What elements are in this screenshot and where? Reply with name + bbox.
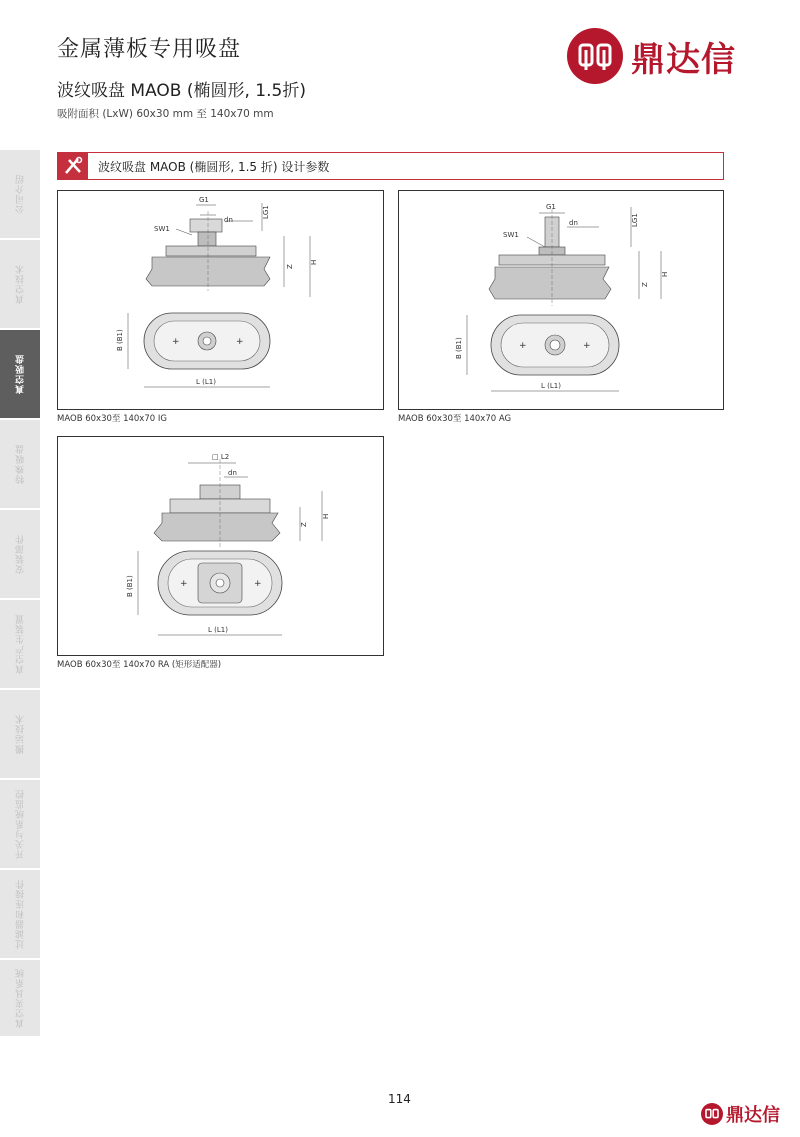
dim-label-h: H [661,271,669,277]
dim-label-lg1: LG1 [631,213,639,227]
dim-label-b: B (B1) [455,337,463,359]
diagram-ag [398,190,724,410]
diagram-caption-ig: MAOB 60x30至 140x70 IG [57,414,167,424]
dim-label-lg1: LG1 [262,205,270,219]
sidebar-item-clamping[interactable] [0,960,40,1038]
sidebar-item-label: 公司介绍 [15,174,26,214]
svg-text:+: + [519,341,527,351]
dim-label-l: L (L1) [541,382,561,390]
sidebar-item-label: 过滤器和连接件 [15,879,26,949]
diagram-ig [57,190,384,410]
dim-label-l: L (L1) [196,378,216,386]
sidebar-item-company[interactable] [0,150,40,240]
dim-label-dn: dn [224,216,233,224]
sidebar-item-handling[interactable] [0,690,40,780]
dim-label-sw1: SW1 [154,225,170,233]
page-number: 114 [388,1092,411,1106]
dim-label-b: B (B1) [116,329,124,351]
sidebar-item-vacuum-generation[interactable] [0,600,40,690]
svg-text:+: + [236,337,244,347]
dim-label-g1: G1 [199,196,209,204]
sidebar-item-label: 真空技术 [15,264,26,304]
dim-label-l2: □ L2 [212,453,230,461]
diagram-ra [57,436,384,656]
dim-label-h: H [322,513,330,519]
tools-icon [58,153,88,179]
logo-mark-icon [701,1103,723,1125]
footer-logo-text: 鼎达信 [726,1105,780,1126]
page-title: 金属薄板专用吸盘 [57,37,242,62]
dim-label-dn: dn [228,469,237,477]
sidebar-item-label: 搬运技术 [15,714,26,754]
diagram-caption-ag: MAOB 60x30至 140x70 AG [398,414,512,424]
dim-label-h: H [310,259,318,265]
sidebar-item-label: 特殊吸盘 [15,444,26,484]
dim-label-l: L (L1) [208,626,228,634]
dim-label-b: B (B1) [126,575,134,597]
section-header [57,152,724,180]
sidebar-item-switches[interactable] [0,780,40,870]
dim-label-z: Z [300,522,308,527]
dim-label-g1: G1 [546,203,556,211]
dim-label-sw1: SW1 [503,231,519,239]
svg-text:+: + [583,341,591,351]
sidebar-item-filters[interactable] [0,870,40,960]
svg-text:+: + [180,579,188,589]
sidebar-item-label: 真空产生装置 [15,614,26,674]
section-title: 波纹吸盘 MAOB (椭圆形, 1.5 折) 设计参数 [98,159,330,174]
page-note: 吸附面积 (LxW) 60x30 mm 至 140x70 mm [57,108,274,120]
sidebar-item-label: 真空吸盘 [15,354,26,394]
dim-label-z: Z [286,264,294,269]
sidebar-item-label: 安装部件 [15,534,26,574]
brand-logo [567,28,736,84]
svg-text:+: + [254,579,262,589]
sidebar-item-suction-cups[interactable] [0,330,40,420]
sidebar-item-label: 真空夹具系统 [15,968,26,1028]
sidebar-item-label: 开关与系统监控 [15,789,26,859]
logo-mark-icon [567,28,623,84]
diagram-caption-ra: MAOB 60x30至 140x70 RA (矩形适配器) [57,660,222,670]
sidebar-item-vacuum-tech[interactable] [0,240,40,330]
dim-label-dn: dn [569,219,578,227]
logo-text: 鼎达信 [631,39,736,80]
page-subtitle: 波纹吸盘 MAOB (椭圆形, 1.5折) [57,81,306,101]
dim-label-z: Z [641,282,649,287]
sidebar-item-special-cups[interactable] [0,420,40,510]
sidebar-item-mounting[interactable] [0,510,40,600]
footer-logo [701,1101,780,1127]
svg-text:+: + [172,337,180,347]
